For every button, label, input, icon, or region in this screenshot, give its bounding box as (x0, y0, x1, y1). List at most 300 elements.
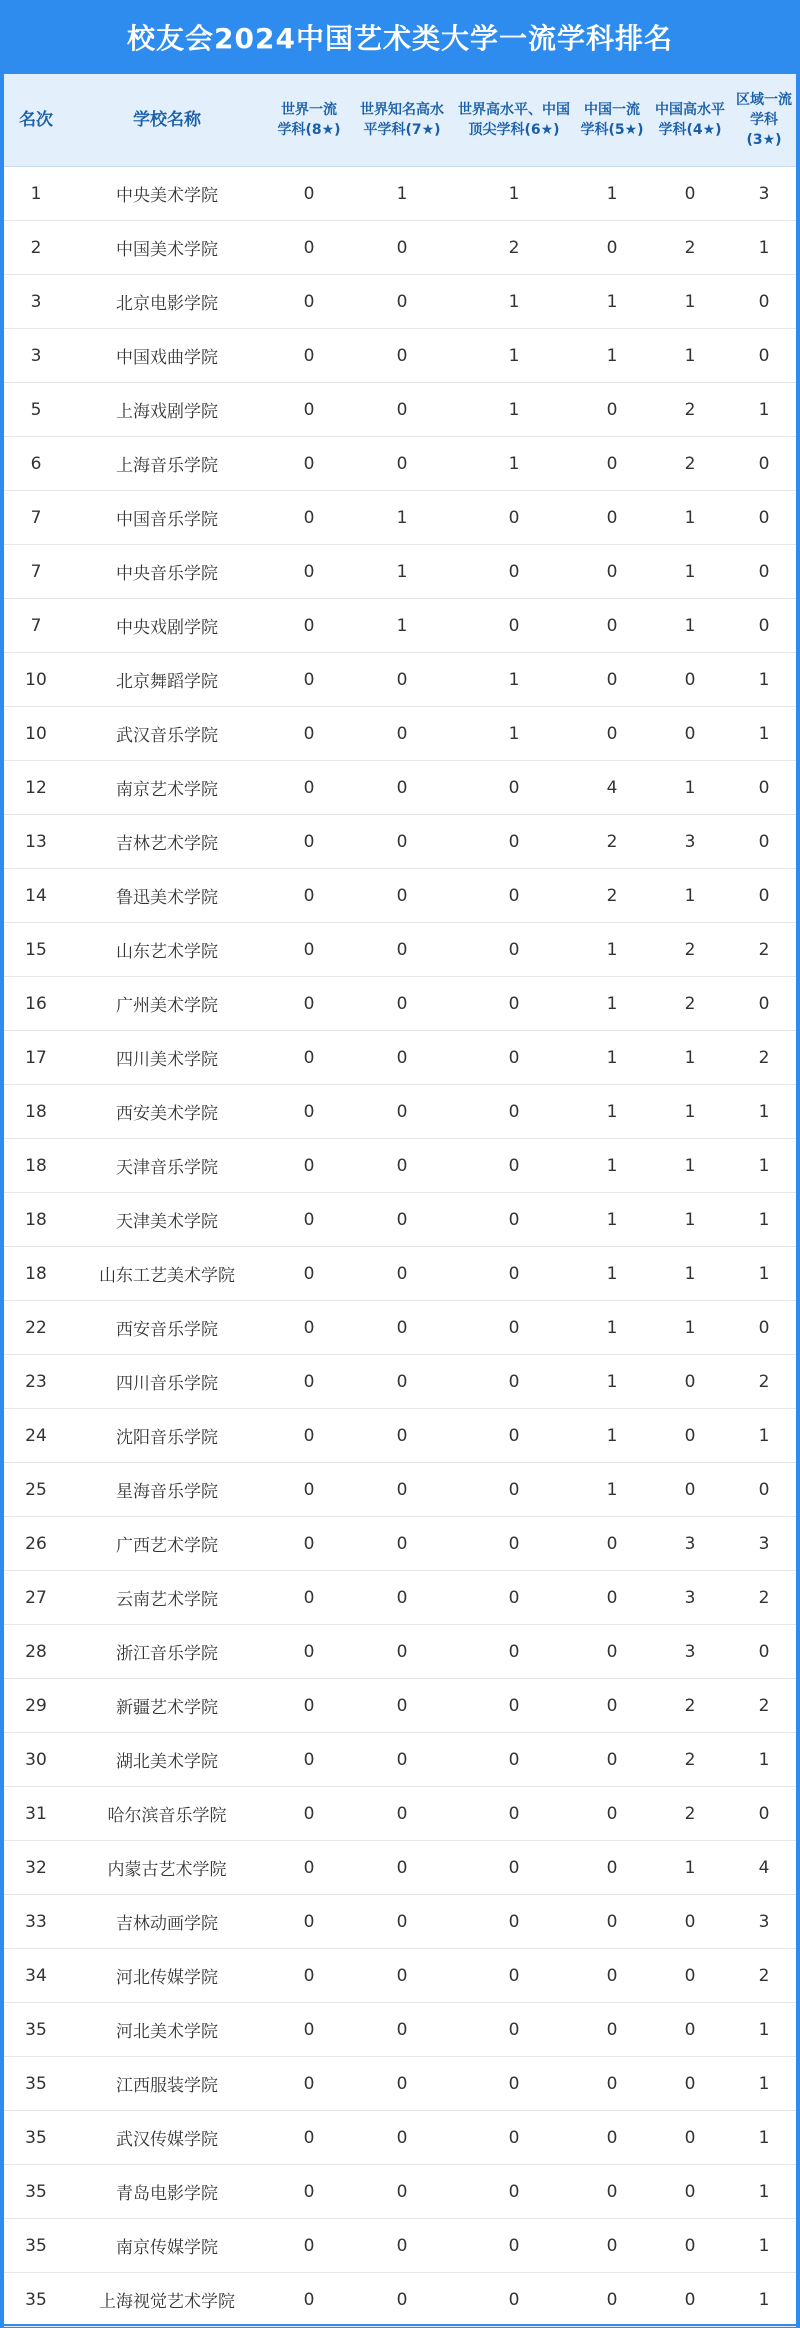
rank-cell: 33 (4, 1895, 68, 1949)
school-name-cell: 北京电影学院 (68, 275, 266, 329)
world-high-level-cell: 0 (452, 2003, 576, 2057)
china-first-class-cell: 0 (576, 2003, 648, 2057)
world-first-class-cell: 0 (266, 1679, 352, 1733)
school-name-cell: 鲁迅美术学院 (68, 869, 266, 923)
world-renowned-cell: 0 (352, 1679, 452, 1733)
world-renowned-cell: 0 (352, 2057, 452, 2111)
world-high-level-cell: 0 (452, 1787, 576, 1841)
header-world-first-class (266, 74, 352, 167)
china-high-level-cell: 2 (648, 1733, 732, 1787)
rank-cell: 6 (4, 437, 68, 491)
world-high-level-cell: 0 (452, 1841, 576, 1895)
china-high-level-cell: 0 (648, 2273, 732, 2327)
rank-cell: 22 (4, 1301, 68, 1355)
table-row (4, 1787, 796, 1841)
china-first-class-cell: 0 (576, 221, 648, 275)
china-first-class-cell: 0 (576, 1733, 648, 1787)
table-row (4, 707, 796, 761)
table-row (4, 329, 796, 383)
regional-first-class-cell: 4 (732, 1841, 796, 1895)
regional-first-class-cell: 1 (732, 653, 796, 707)
china-first-class-cell: 0 (576, 1571, 648, 1625)
world-renowned-cell: 0 (352, 1517, 452, 1571)
regional-first-class-cell: 1 (732, 1193, 796, 1247)
table-row (4, 1193, 796, 1247)
china-high-level-cell: 3 (648, 1625, 732, 1679)
header-world-high-level (452, 74, 576, 167)
china-first-class-cell: 0 (576, 1679, 648, 1733)
world-renowned-cell: 0 (352, 653, 452, 707)
school-name-cell: 中央音乐学院 (68, 545, 266, 599)
world-high-level-cell: 0 (452, 1679, 576, 1733)
school-name-cell: 武汉音乐学院 (68, 707, 266, 761)
china-first-class-cell: 0 (576, 599, 648, 653)
china-first-class-cell: 1 (576, 1193, 648, 1247)
regional-first-class-cell: 1 (732, 707, 796, 761)
header-china-high-level (648, 74, 732, 167)
world-renowned-cell: 0 (352, 761, 452, 815)
rank-cell: 30 (4, 1733, 68, 1787)
table-row (4, 1625, 796, 1679)
world-first-class-cell: 0 (266, 167, 352, 221)
rank-cell: 15 (4, 923, 68, 977)
rank-cell: 35 (4, 2003, 68, 2057)
rank-cell: 26 (4, 1517, 68, 1571)
header-label-line: 学科(3★) (746, 112, 782, 148)
table-row (4, 1895, 796, 1949)
header-china-first-class (576, 74, 648, 167)
world-high-level-cell: 0 (452, 545, 576, 599)
world-high-level-cell: 0 (452, 599, 576, 653)
world-high-level-cell: 0 (452, 2057, 576, 2111)
school-name-cell: 上海戏剧学院 (68, 383, 266, 437)
china-high-level-cell: 1 (648, 761, 732, 815)
regional-first-class-cell: 2 (732, 1031, 796, 1085)
world-first-class-cell: 0 (266, 1247, 352, 1301)
regional-first-class-cell: 2 (732, 923, 796, 977)
world-renowned-cell: 0 (352, 2273, 452, 2327)
china-first-class-cell: 0 (576, 2219, 648, 2273)
china-high-level-cell: 0 (648, 2165, 732, 2219)
china-high-level-cell: 3 (648, 1571, 732, 1625)
china-high-level-cell: 3 (648, 1517, 732, 1571)
china-first-class-cell: 0 (576, 653, 648, 707)
china-first-class-cell: 0 (576, 1517, 648, 1571)
table-row (4, 2057, 796, 2111)
world-high-level-cell: 0 (452, 1193, 576, 1247)
world-renowned-cell: 0 (352, 707, 452, 761)
china-first-class-cell: 1 (576, 1031, 648, 1085)
china-first-class-cell: 0 (576, 1895, 648, 1949)
china-high-level-cell: 2 (648, 1679, 732, 1733)
rank-cell: 17 (4, 1031, 68, 1085)
rank-cell: 1 (4, 167, 68, 221)
header-label-line: 中国高水平 (655, 102, 725, 118)
world-first-class-cell: 0 (266, 2165, 352, 2219)
rank-cell: 25 (4, 1463, 68, 1517)
world-first-class-cell: 0 (266, 1085, 352, 1139)
world-first-class-cell: 0 (266, 1139, 352, 1193)
school-name-cell: 湖北美术学院 (68, 1733, 266, 1787)
world-renowned-cell: 0 (352, 1139, 452, 1193)
table-row (4, 437, 796, 491)
world-renowned-cell: 0 (352, 2111, 452, 2165)
school-name-cell: 北京舞蹈学院 (68, 653, 266, 707)
china-high-level-cell: 1 (648, 1031, 732, 1085)
regional-first-class-cell: 3 (732, 1895, 796, 1949)
china-first-class-cell: 0 (576, 491, 648, 545)
china-high-level-cell: 0 (648, 2057, 732, 2111)
rank-cell: 23 (4, 1355, 68, 1409)
table-row (4, 1679, 796, 1733)
china-high-level-cell: 0 (648, 1409, 732, 1463)
world-first-class-cell: 0 (266, 923, 352, 977)
world-high-level-cell: 0 (452, 1517, 576, 1571)
regional-first-class-cell: 1 (732, 1409, 796, 1463)
world-high-level-cell: 0 (452, 1139, 576, 1193)
header-world-renowned (352, 74, 452, 167)
header-label-line: 学科(8★) (277, 122, 341, 138)
page-title: 校友会2024中国艺术类大学一流学科排名 (4, 0, 796, 74)
china-first-class-cell: 1 (576, 1247, 648, 1301)
world-renowned-cell: 0 (352, 1463, 452, 1517)
world-renowned-cell: 0 (352, 2165, 452, 2219)
world-renowned-cell: 0 (352, 437, 452, 491)
world-first-class-cell: 0 (266, 1571, 352, 1625)
regional-first-class-cell: 1 (732, 383, 796, 437)
world-renowned-cell: 0 (352, 329, 452, 383)
china-high-level-cell: 1 (648, 1301, 732, 1355)
china-first-class-cell: 1 (576, 923, 648, 977)
rank-cell: 7 (4, 491, 68, 545)
china-high-level-cell: 1 (648, 1841, 732, 1895)
school-name-cell: 四川美术学院 (68, 1031, 266, 1085)
world-renowned-cell: 0 (352, 1787, 452, 1841)
world-first-class-cell: 0 (266, 545, 352, 599)
table-row (4, 869, 796, 923)
world-high-level-cell: 1 (452, 167, 576, 221)
table-row (4, 1355, 796, 1409)
table-body (4, 167, 796, 2327)
rank-cell: 35 (4, 2219, 68, 2273)
china-high-level-cell: 1 (648, 545, 732, 599)
world-first-class-cell: 0 (266, 1733, 352, 1787)
world-first-class-cell: 0 (266, 1949, 352, 2003)
world-first-class-cell: 0 (266, 1895, 352, 1949)
world-renowned-cell: 0 (352, 815, 452, 869)
rank-cell: 12 (4, 761, 68, 815)
rank-cell: 14 (4, 869, 68, 923)
regional-first-class-cell: 0 (732, 329, 796, 383)
school-name-cell: 内蒙古艺术学院 (68, 1841, 266, 1895)
table-row (4, 545, 796, 599)
table-row (4, 599, 796, 653)
world-renowned-cell: 0 (352, 1571, 452, 1625)
china-high-level-cell: 0 (648, 2003, 732, 2057)
table-row (4, 1571, 796, 1625)
world-first-class-cell: 0 (266, 1625, 352, 1679)
school-name-cell: 河北美术学院 (68, 2003, 266, 2057)
header-label-line: 区域一流 (736, 92, 792, 108)
regional-first-class-cell: 2 (732, 1355, 796, 1409)
china-first-class-cell: 1 (576, 1463, 648, 1517)
header-rank (4, 74, 68, 167)
rank-cell: 5 (4, 383, 68, 437)
china-high-level-cell: 0 (648, 707, 732, 761)
world-first-class-cell: 0 (266, 221, 352, 275)
table-row (4, 815, 796, 869)
world-renowned-cell: 0 (352, 383, 452, 437)
rank-cell: 2 (4, 221, 68, 275)
school-name-cell: 上海视觉艺术学院 (68, 2273, 266, 2327)
china-high-level-cell: 1 (648, 1193, 732, 1247)
rank-cell: 16 (4, 977, 68, 1031)
table-row (4, 383, 796, 437)
china-first-class-cell: 0 (576, 707, 648, 761)
world-high-level-cell: 0 (452, 1085, 576, 1139)
world-high-level-cell: 0 (452, 923, 576, 977)
table-row (4, 653, 796, 707)
school-name-cell: 云南艺术学院 (68, 1571, 266, 1625)
regional-first-class-cell: 1 (732, 2219, 796, 2273)
header-regional-first-class (732, 74, 796, 167)
rank-cell: 24 (4, 1409, 68, 1463)
china-high-level-cell: 2 (648, 221, 732, 275)
regional-first-class-cell: 1 (732, 1139, 796, 1193)
regional-first-class-cell: 0 (732, 869, 796, 923)
rank-cell: 18 (4, 1247, 68, 1301)
header-label-line: 学科(4★) (658, 122, 722, 138)
world-renowned-cell: 0 (352, 977, 452, 1031)
school-name-cell: 南京艺术学院 (68, 761, 266, 815)
china-first-class-cell: 0 (576, 2111, 648, 2165)
rank-cell: 13 (4, 815, 68, 869)
china-first-class-cell: 1 (576, 1409, 648, 1463)
regional-first-class-cell: 2 (732, 1571, 796, 1625)
china-high-level-cell: 2 (648, 437, 732, 491)
school-name-cell: 西安美术学院 (68, 1085, 266, 1139)
regional-first-class-cell: 0 (732, 545, 796, 599)
world-first-class-cell: 0 (266, 1517, 352, 1571)
world-high-level-cell: 2 (452, 221, 576, 275)
china-high-level-cell: 1 (648, 1139, 732, 1193)
table-row (4, 1463, 796, 1517)
table-row (4, 1301, 796, 1355)
china-high-level-cell: 2 (648, 923, 732, 977)
regional-first-class-cell: 0 (732, 1787, 796, 1841)
world-renowned-cell: 1 (352, 167, 452, 221)
world-renowned-cell: 0 (352, 1301, 452, 1355)
china-first-class-cell: 1 (576, 1085, 648, 1139)
header-label-line: 学科(5★) (580, 122, 644, 138)
regional-first-class-cell: 0 (732, 977, 796, 1031)
world-first-class-cell: 0 (266, 869, 352, 923)
china-high-level-cell: 0 (648, 653, 732, 707)
table-row (4, 1085, 796, 1139)
school-name-cell: 哈尔滨音乐学院 (68, 1787, 266, 1841)
world-renowned-cell: 0 (352, 1193, 452, 1247)
school-name-cell: 吉林艺术学院 (68, 815, 266, 869)
header-label-line: 名次 (19, 110, 53, 130)
china-high-level-cell: 3 (648, 815, 732, 869)
world-renowned-cell: 0 (352, 1031, 452, 1085)
school-name-cell: 江西服装学院 (68, 2057, 266, 2111)
school-name-cell: 上海音乐学院 (68, 437, 266, 491)
world-high-level-cell: 1 (452, 653, 576, 707)
regional-first-class-cell: 0 (732, 1463, 796, 1517)
school-name-cell: 青岛电影学院 (68, 2165, 266, 2219)
china-first-class-cell: 1 (576, 1301, 648, 1355)
china-first-class-cell: 0 (576, 1625, 648, 1679)
rank-cell: 35 (4, 2273, 68, 2327)
regional-first-class-cell: 2 (732, 1949, 796, 2003)
regional-first-class-cell: 1 (732, 2273, 796, 2327)
world-high-level-cell: 0 (452, 2111, 576, 2165)
china-first-class-cell: 1 (576, 977, 648, 1031)
china-high-level-cell: 0 (648, 2111, 732, 2165)
world-high-level-cell: 0 (452, 869, 576, 923)
regional-first-class-cell: 0 (732, 761, 796, 815)
world-renowned-cell: 0 (352, 1895, 452, 1949)
world-renowned-cell: 1 (352, 545, 452, 599)
table-row (4, 491, 796, 545)
school-name-cell: 天津美术学院 (68, 1193, 266, 1247)
world-renowned-cell: 0 (352, 1085, 452, 1139)
china-first-class-cell: 0 (576, 2057, 648, 2111)
world-renowned-cell: 0 (352, 1733, 452, 1787)
rank-cell: 10 (4, 653, 68, 707)
table-row (4, 761, 796, 815)
school-name-cell: 中国音乐学院 (68, 491, 266, 545)
world-high-level-cell: 0 (452, 1409, 576, 1463)
regional-first-class-cell: 1 (732, 2003, 796, 2057)
rank-cell: 32 (4, 1841, 68, 1895)
header-label-line: 世界一流 (281, 102, 337, 118)
regional-first-class-cell: 0 (732, 1301, 796, 1355)
world-high-level-cell: 0 (452, 1031, 576, 1085)
world-high-level-cell: 0 (452, 1625, 576, 1679)
china-high-level-cell: 0 (648, 1895, 732, 1949)
table-row (4, 1139, 796, 1193)
rank-cell: 18 (4, 1139, 68, 1193)
world-renowned-cell: 0 (352, 1841, 452, 1895)
regional-first-class-cell: 1 (732, 1247, 796, 1301)
china-first-class-cell: 2 (576, 869, 648, 923)
header-label-line: 中国一流 (584, 102, 640, 118)
world-high-level-cell: 0 (452, 2273, 576, 2327)
regional-first-class-cell: 0 (732, 491, 796, 545)
table-header-row (4, 74, 796, 167)
regional-first-class-cell: 0 (732, 275, 796, 329)
world-first-class-cell: 0 (266, 1193, 352, 1247)
world-renowned-cell: 0 (352, 1625, 452, 1679)
regional-first-class-cell: 1 (732, 1733, 796, 1787)
china-high-level-cell: 0 (648, 167, 732, 221)
world-high-level-cell: 0 (452, 2219, 576, 2273)
world-first-class-cell: 0 (266, 1031, 352, 1085)
school-name-cell: 武汉传媒学院 (68, 2111, 266, 2165)
school-name-cell: 星海音乐学院 (68, 1463, 266, 1517)
rank-cell: 35 (4, 2111, 68, 2165)
ranking-table (4, 74, 796, 2327)
rank-cell: 7 (4, 599, 68, 653)
world-renowned-cell: 0 (352, 923, 452, 977)
world-first-class-cell: 0 (266, 1409, 352, 1463)
world-renowned-cell: 0 (352, 275, 452, 329)
china-first-class-cell: 1 (576, 329, 648, 383)
china-high-level-cell: 1 (648, 1085, 732, 1139)
table-row (4, 1949, 796, 2003)
world-high-level-cell: 0 (452, 1733, 576, 1787)
world-renowned-cell: 1 (352, 491, 452, 545)
china-first-class-cell: 0 (576, 1787, 648, 1841)
china-high-level-cell: 2 (648, 383, 732, 437)
china-first-class-cell: 1 (576, 167, 648, 221)
world-renowned-cell: 0 (352, 221, 452, 275)
world-high-level-cell: 1 (452, 707, 576, 761)
world-renowned-cell: 0 (352, 1949, 452, 2003)
school-name-cell: 吉林动画学院 (68, 1895, 266, 1949)
world-renowned-cell: 0 (352, 1355, 452, 1409)
rank-cell: 10 (4, 707, 68, 761)
world-high-level-cell: 0 (452, 761, 576, 815)
school-name-cell: 沈阳音乐学院 (68, 1409, 266, 1463)
world-renowned-cell: 0 (352, 2219, 452, 2273)
rank-cell: 35 (4, 2057, 68, 2111)
china-first-class-cell: 0 (576, 545, 648, 599)
school-name-cell: 山东工艺美术学院 (68, 1247, 266, 1301)
regional-first-class-cell: 3 (732, 167, 796, 221)
world-first-class-cell: 0 (266, 2057, 352, 2111)
regional-first-class-cell: 2 (732, 1679, 796, 1733)
world-renowned-cell: 0 (352, 1247, 452, 1301)
rank-cell: 7 (4, 545, 68, 599)
china-high-level-cell: 1 (648, 491, 732, 545)
school-name-cell: 浙江音乐学院 (68, 1625, 266, 1679)
world-first-class-cell: 0 (266, 707, 352, 761)
world-high-level-cell: 1 (452, 329, 576, 383)
china-first-class-cell: 0 (576, 437, 648, 491)
rank-cell: 18 (4, 1193, 68, 1247)
world-first-class-cell: 0 (266, 977, 352, 1031)
school-name-cell: 四川音乐学院 (68, 1355, 266, 1409)
world-first-class-cell: 0 (266, 1787, 352, 1841)
regional-first-class-cell: 0 (732, 815, 796, 869)
header-label-line: 世界知名高水 (360, 102, 444, 118)
world-high-level-cell: 0 (452, 1355, 576, 1409)
china-high-level-cell: 0 (648, 1355, 732, 1409)
china-high-level-cell: 1 (648, 275, 732, 329)
china-first-class-cell: 4 (576, 761, 648, 815)
table-row (4, 2273, 796, 2327)
world-renowned-cell: 0 (352, 2003, 452, 2057)
header-label-line: 平学科(7★) (363, 122, 441, 138)
china-first-class-cell: 0 (576, 1949, 648, 2003)
china-high-level-cell: 0 (648, 2219, 732, 2273)
world-high-level-cell: 0 (452, 1463, 576, 1517)
china-first-class-cell: 0 (576, 1841, 648, 1895)
china-high-level-cell: 0 (648, 1949, 732, 2003)
school-name-cell: 中央美术学院 (68, 167, 266, 221)
table-row (4, 167, 796, 221)
china-first-class-cell: 0 (576, 383, 648, 437)
table-row (4, 2003, 796, 2057)
world-first-class-cell: 0 (266, 599, 352, 653)
china-high-level-cell: 2 (648, 977, 732, 1031)
world-first-class-cell: 0 (266, 275, 352, 329)
regional-first-class-cell: 1 (732, 2111, 796, 2165)
china-first-class-cell: 1 (576, 1139, 648, 1193)
